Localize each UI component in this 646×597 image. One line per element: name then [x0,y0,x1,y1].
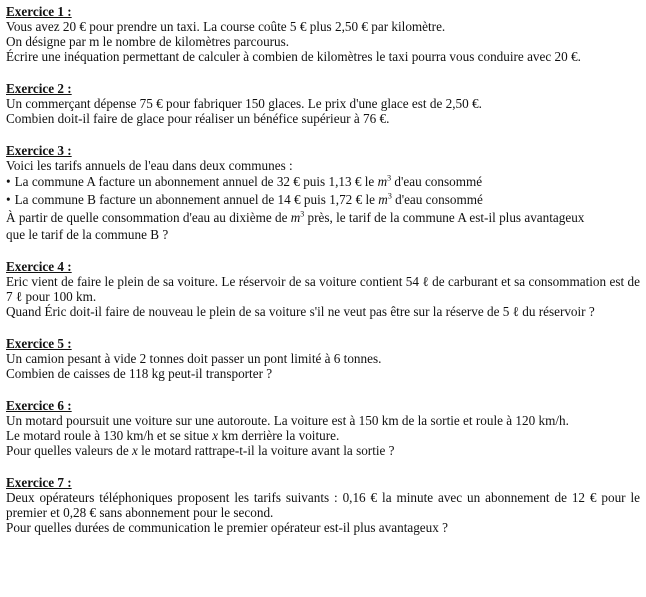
exercise-3-commune-b: • La commune B facture un abonnement annuel de 14 € puis 1,72 € le $m^3$ d'eau consommé [6,191,483,207]
exercise-1-line-2: On désigne par m le nombre de kilomètres parcourus. [6,34,290,49]
exercise-7 [6,475,640,535]
exercise-3-title: Exercice 3 : [6,143,72,158]
bullet: • [6,192,11,207]
exercise-6-line-1: Un motard poursuit une voiture sur une autoroute. La voiture est à 150 km de la sortie et roule à 120 km/h. [6,413,569,428]
exercise-3-commune-a: • La commune A facture un abonnement annuel de 32 € puis 1,13 € le $m^3$ d'eau consommé [6,173,483,189]
exercise-4 [6,259,640,319]
exercise-7-title: Exercice 7 : [6,475,72,490]
exercise-7-line-1: Deux opérateurs téléphoniques proposent les tarifs suivants : 0,16 € la minute avec un abonnement de 12 € pour le premier et 0,28 € sans abonnement pour le second. [6,490,640,520]
exercise-4-line-2: Quand Éric doit-il faire de nouveau le plein de sa voiture s'il ne veut pas être sur la réserve de 5 ℓ du réservoir ? [6,304,595,319]
exercise-7-line-2: Pour quelles durées de communication le premier opérateur est-il plus avantageux ? [6,520,448,535]
exercise-2-line-1: Un commerçant dépense 75 € pour fabriquer 150 glaces. Le prix d'une glace est de 2,50 €. [6,96,482,111]
exercise-6-line-2: Le motard roule à 130 km/h et se situe x km derrière la voiture. [6,428,340,443]
exercise-5 [6,336,640,381]
exercise-1-title: Exercice 1 : [6,4,72,19]
exercise-6-line-3: Pour quelles valeurs de x le motard rattrape-t-il la voiture avant la sortie ? [6,443,395,458]
exercise-3-question-end: que le tarif de la commune B ? [6,227,169,242]
variable-x: x [131,443,138,458]
exercise-2 [6,81,640,126]
exercise-2-line-2: Combien doit-il faire de glace pour réaliser un bénéfice supérieur à 76 €. [6,111,390,126]
exercise-2-title: Exercice 2 : [6,81,72,96]
exercise-6-title: Exercice 6 : [6,398,72,413]
exercise-4-title: Exercice 4 : [6,259,72,274]
exercise-5-line-2: Combien de caisses de 118 kg peut-il transporter ? [6,366,273,381]
exercise-6 [6,398,640,458]
exercise-3 [6,143,640,242]
exercise-1-line-3: Écrire une inéquation permettant de calculer à combien de kilomètres le taxi pourra vous conduire avec 20 €. [6,49,581,64]
exercise-5-line-1: Un camion pesant à vide 2 tonnes doit passer un pont limité à 6 tonnes. [6,351,382,366]
exercise-3-question: À partir de quelle consommation d'eau au dixième de $m^3$ près, le tarif de la commune A est-il plus avantageux [6,209,585,225]
exercise-1 [6,4,640,64]
variable-x: x [212,428,219,443]
exercise-4-line-1: Eric vient de faire le plein de sa voiture. Le réservoir de sa voiture contient 54 ℓ de carburant et sa consommation est de 7 ℓ pour 100 km. [6,274,640,304]
bullet: • [6,174,11,189]
exercise-1-line-1: Vous avez 20 € pour prendre un taxi. La course coûte 5 € plus 2,50 € par kilomètre. [6,19,446,34]
exercise-3-line-1: Voici les tarifs annuels de l'eau dans deux communes : [6,158,293,173]
exercise-5-title: Exercice 5 : [6,336,72,351]
